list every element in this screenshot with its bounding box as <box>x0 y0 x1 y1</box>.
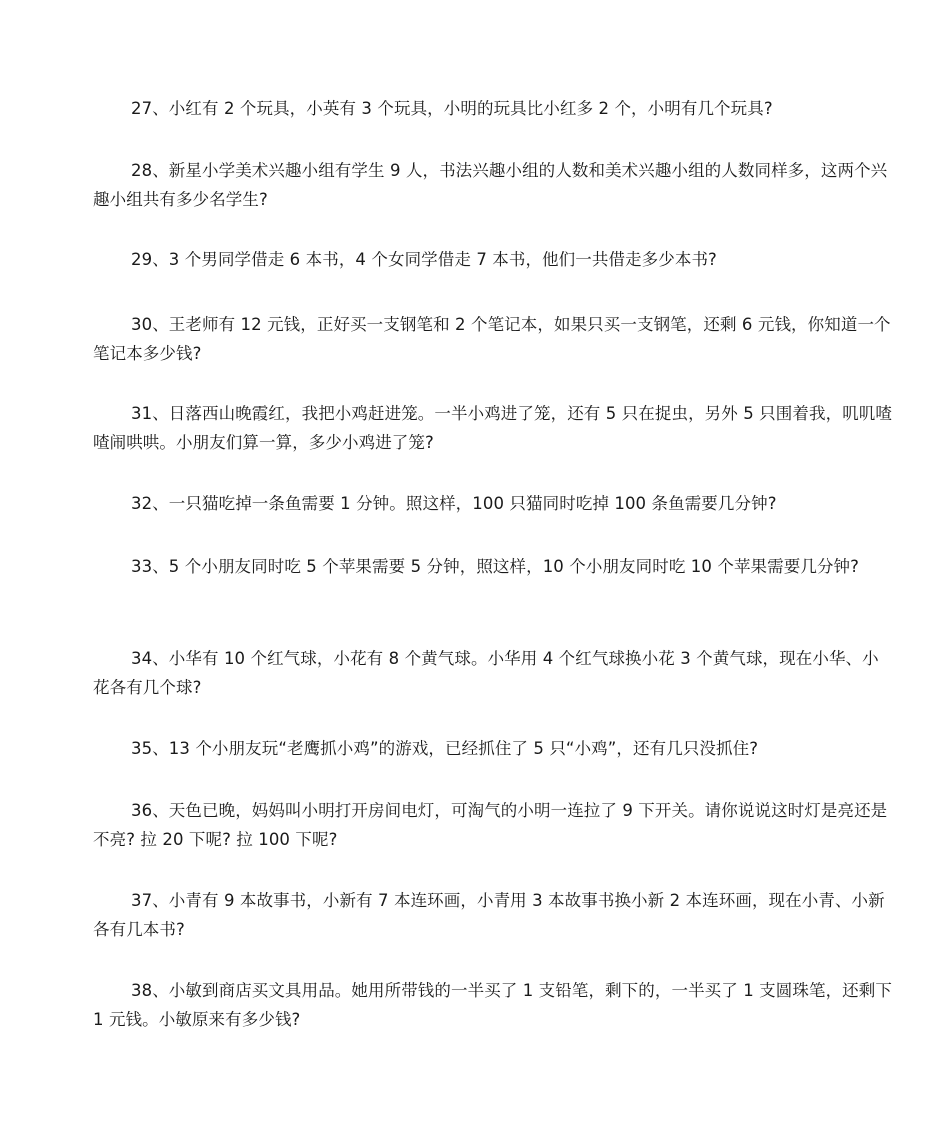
question-35: 35、13 个小朋友玩“老鹰抓小鸡”的游戏，已经抓住了 5 只“小鸡”，还有几只没抓住? <box>131 739 759 758</box>
question-27: 27、小红有 2 个玩具，小英有 3 个玩具，小明的玩具比小红多 2 个，小明有几个玩具? <box>131 99 773 118</box>
question-33: 33、5 个小朋友同时吃 5 个苹果需要 5 分钟，照这样，10 个小朋友同时吃 10 个苹果需要几分钟? <box>131 557 859 576</box>
question-38: 38、小敏到商店买文具用品。她用所带钱的一半买了 1 支铅笔，剩下的，一半买了 1 支圆珠笔，还剩下 1 元钱。小敏原来有多少钱? <box>93 981 892 1029</box>
question-29: 29、3 个男同学借走 6 本书，4 个女同学借走 7 本书，他们一共借走多少本书? <box>131 250 717 269</box>
question-37: 37、小青有 9 本故事书，小新有 7 本连环画，小青用 3 本故事书换小新 2 本连环画，现在小青、小新各有几本书? <box>93 891 885 939</box>
question-31: 31、日落西山晚霞红，我把小鸡赶进笼。一半小鸡进了笼，还有 5 只在捉虫，另外 5 只围着我，叽叽喳喳闹哄哄。小朋友们算一算，多少小鸡进了笼? <box>93 404 892 452</box>
question-36: 36、天色已晚，妈妈叫小明打开房间电灯，可淘气的小明一连拉了 9 下开关。请你说说这时灯是亮还是不亮? 拉 20 下呢? 拉 100 下呢? <box>93 801 888 849</box>
question-34: 34、小华有 10 个红气球，小花有 8 个黄气球。小华用 4 个红气球换小花 3 个黄气球，现在小华、小花各有几个球? <box>93 649 879 697</box>
question-32: 32、一只猫吃掉一条鱼需要 1 分钟。照这样，100 只猫同时吃掉 100 条鱼需要几分钟? <box>131 494 777 513</box>
question-30: 30、王老师有 12 元钱，正好买一支钢笔和 2 个笔记本，如果只买一支钢笔，还剩 6 元钱，你知道一个笔记本多少钱? <box>93 315 891 363</box>
question-28: 28、新星小学美术兴趣小组有学生 9 人，书法兴趣小组的人数和美术兴趣小组的人数同样多，这两个兴趣小组共有多少名学生? <box>93 161 888 209</box>
